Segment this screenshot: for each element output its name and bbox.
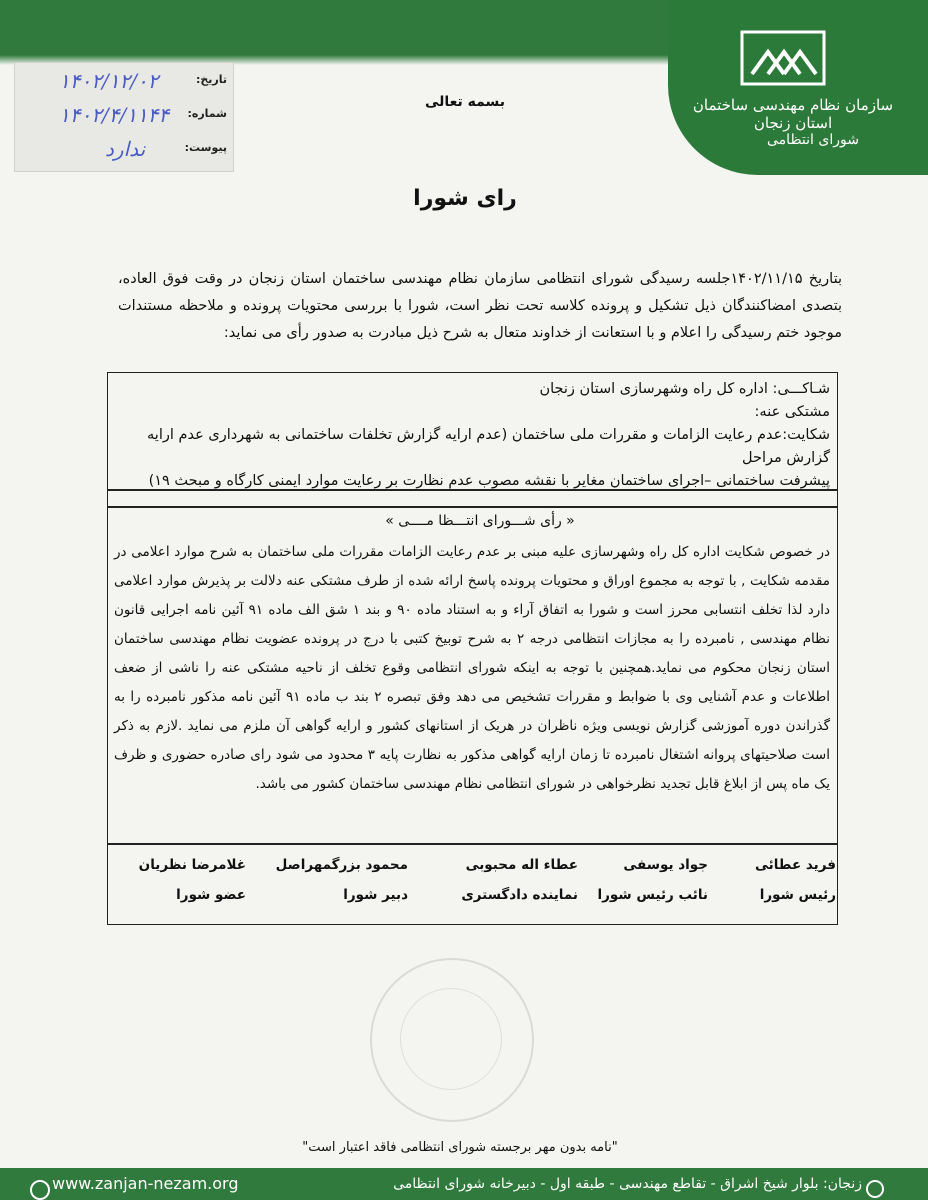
org-name: سازمان نظام مهندسی ساختمان استان زنجان xyxy=(692,96,894,132)
org-logo-icon xyxy=(738,28,828,88)
attachment-row xyxy=(15,135,233,165)
divider xyxy=(107,843,838,845)
date-value: ۱۴۰۲/۱۲/۰۲ xyxy=(59,69,159,93)
complaint-text: پیشرفت ساختمانی –اجرای ساختمان مغایر با نقشه مصوب عدم نظارت بر رعایت موارد ایمنی کارگاه و مبحث ۱۹) xyxy=(148,473,830,489)
signer xyxy=(755,850,836,910)
intro-paragraph: بتاریخ ۱۴۰۲/۱۱/۱۵جلسه رسیدگی شورای انتظامی سازمان نظام مهندسی ساختمان استان زنجان در وقت فوق العاده، بتصدی امضاکنندگان ذیل تشکیل و پرونده کلاسه تحت نظر است، شورا با بررسی محتویات پرونده و ملاحظه مستندات موجود ختم رسیدگی را اعلام و با استعانت از خداوند متعال به شرح ذیل مبادرت به صدور رأی می نماید: xyxy=(118,271,842,341)
org-subtitle: شورای انتظامی xyxy=(767,132,859,148)
verdict-title: « رأی شـــورای انتـــظا مــــی » xyxy=(385,513,575,529)
number-value: ۱۴۰۲/۴/۱۱۴۴ xyxy=(59,103,170,127)
attachment-label: پیوست: xyxy=(184,141,227,154)
defendant: مشتکی عنه: xyxy=(754,404,830,420)
signer xyxy=(461,850,578,910)
website-link[interactable]: www.zanjan-nezam.org xyxy=(52,1174,239,1193)
bismillah: بسمه تعالی xyxy=(424,94,506,110)
globe-icon xyxy=(30,1180,50,1200)
page-title: رای شورا xyxy=(413,186,517,211)
signer-name: غلامرضا نظریان xyxy=(138,857,246,873)
signer-name: عطاء اله محبوبی xyxy=(465,857,578,873)
signer-name: فرید عطائی xyxy=(755,857,836,873)
attachment-value: ندارد xyxy=(105,137,146,161)
complaint-section xyxy=(114,378,830,493)
signer-role: رئیس شورا xyxy=(759,887,836,903)
letter-meta-box xyxy=(14,62,234,172)
number-label: شماره: xyxy=(187,107,227,120)
signer-name: محمود بزرگمهراصل xyxy=(275,857,408,873)
divider xyxy=(107,506,838,508)
date-label: تاریخ: xyxy=(195,73,227,86)
plaintiff: شـاکـــی: اداره کل راه وشهرسازی استان زنجان xyxy=(539,381,830,397)
signers xyxy=(114,850,836,910)
signer xyxy=(139,850,246,910)
verdict-text: در خصوص شکایت اداره کل راه وشهرسازی علیه مبنی بر عدم رعایت الزامات مقررات ملی ساختمان به شرح موارد اعلامی در مقدمه شکایت , با توجه به مجموع اوراق و محتویات پرونده پاسخ ارائه شده از طرف مشتکی عنه دلالت بر پذیرش موارد اعلامی دارد لذا تخلف انتسابی محرز است و شورا به اتفاق آراء و به استناد ماده ۹۰ و بند ۱ شق الف ماده ۹۱ آئین نامه اجرایی قانون نظام مهندسی , نامبرده را به مجازات انتظامی درجه ۲ به شرح توبیخ کتبی با درج در پرونده عضویت نظام مهندسی ساختمان استان زنجان محکوم می نماید.همچنین با توجه به اینکه شورای انتظامی وقوع تخلف از ناحیه مشتکی عنه را ناشی از ضعف اطلاعات و عدم آشنایی وی با ضوابط و مقررات تشخیص می دهد وفق تبصره ۲ بند ب ماده ۹۱ آئین نامه مذکور نامبرده را به گذراندن دوره آموزشی گزارش نویسی ویژه ناظران در هریک از استانهای کشور و ارایه گواهی آن ملزم می نماید .لازم به ذکر است صلاحیتهای پروانه اشتغال نامبرده تا زمان ارایه گواهی مذکور به نظارت پایه ۳ محدود می شود رای صادره حضوری و ظرف یک ماه پس از ابلاغ قابل تجدید نظرخواهی در شورای انتظامی نظام مهندسی ساختمان کشور می باشد. xyxy=(114,544,830,792)
signer-role: نماینده دادگستری xyxy=(461,887,578,903)
signer-name: جواد یوسفی xyxy=(623,857,708,873)
embossed-seal-icon xyxy=(400,988,502,1090)
date-row xyxy=(15,67,233,97)
footer-address: زنجان: بلوار شیخ اشراق - تقاطع مهندسی - طبقه اول - دبیرخانه شورای انتظامی xyxy=(393,1176,862,1192)
signer xyxy=(276,850,408,910)
signer-role: دبیر شورا xyxy=(343,887,408,903)
signer xyxy=(598,850,708,910)
footnote: "نامه بدون مهر برجسته شورای انتظامی فاقد اعتبار است" xyxy=(302,1140,618,1155)
location-icon xyxy=(866,1180,884,1198)
number-row xyxy=(15,101,233,131)
signer-role: عضو شورا xyxy=(176,887,246,903)
signer-role: نائب رئیس شورا xyxy=(597,887,708,903)
complaint-text: شکایت:عدم رعایت الزامات و مقررات ملی ساختمان (عدم ارایه گزارش تخلفات ساختمانی به شهرداری عدم ارایه گزارش مراحل xyxy=(147,427,830,466)
